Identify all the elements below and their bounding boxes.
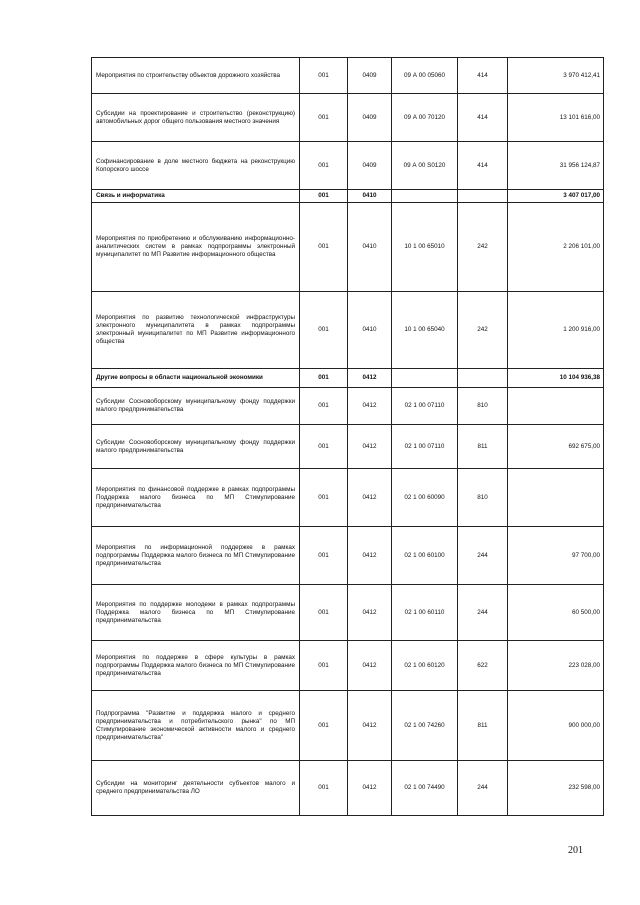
row-grbs-code: 001	[300, 94, 348, 142]
row-target-article	[392, 369, 458, 388]
table-row	[92, 292, 604, 369]
row-expense-type: 414	[458, 94, 508, 142]
row-description: Мероприятия по поддержке в сфере культуры в рамках подпрограммы Поддержка малого бизнеса по МП Стимулирование предпринимательства	[92, 641, 300, 691]
row-target-article: 02 1 00 60090	[392, 469, 458, 527]
row-expense-type	[458, 369, 508, 388]
row-grbs-code: 001	[300, 190, 348, 203]
row-description: Мероприятия по строительству объектов дорожного хозяйства	[92, 58, 300, 94]
row-amount: 31 956 124,87	[508, 142, 604, 190]
table-row	[92, 585, 604, 641]
row-expense-type: 811	[458, 425, 508, 469]
row-section-code: 0410	[348, 203, 392, 292]
row-grbs-code: 001	[300, 761, 348, 816]
row-target-article: 02 1 00 07110	[392, 425, 458, 469]
row-section-code: 0409	[348, 94, 392, 142]
row-amount: 2 206 101,00	[508, 203, 604, 292]
row-amount: 3 970 412,41	[508, 58, 604, 94]
table-row	[92, 203, 604, 292]
row-grbs-code: 001	[300, 585, 348, 641]
table-row	[92, 641, 604, 691]
row-target-article: 02 1 00 74490	[392, 761, 458, 816]
row-section-code: 0412	[348, 527, 392, 585]
row-expense-type: 622	[458, 641, 508, 691]
row-description: Мероприятия по приобретению и обслуживанию информационно-аналитических систем в рамках подпрограммы электронный муниципалитет по МП Развитие информационного общества	[92, 203, 300, 292]
row-expense-type: 811	[458, 691, 508, 761]
row-expense-type: 414	[458, 142, 508, 190]
row-target-article: 02 1 00 60120	[392, 641, 458, 691]
row-section-code: 0412	[348, 691, 392, 761]
row-section-code: 0410	[348, 190, 392, 203]
row-grbs-code: 001	[300, 203, 348, 292]
row-amount: 13 101 616,00	[508, 94, 604, 142]
row-target-article: 09 А 00 S0120	[392, 142, 458, 190]
row-amount: 60 500,00	[508, 585, 604, 641]
table-row	[92, 527, 604, 585]
row-grbs-code: 001	[300, 142, 348, 190]
row-expense-type: 242	[458, 292, 508, 369]
row-section-code: 0412	[348, 369, 392, 388]
row-target-article: 02 1 00 60100	[392, 527, 458, 585]
row-description: Мероприятия по финансовой поддержке в рамках подпрограммы Поддержка малого бизнеса по МП Стимулирование предпринимательства	[92, 469, 300, 527]
row-target-article: 09 А 00 05060	[392, 58, 458, 94]
row-section-code: 0412	[348, 761, 392, 816]
row-amount: 1 200 916,00	[508, 292, 604, 369]
row-grbs-code: 001	[300, 58, 348, 94]
row-target-article: 02 1 00 74260	[392, 691, 458, 761]
row-expense-type: 242	[458, 203, 508, 292]
table-row	[92, 691, 604, 761]
row-description: Мероприятия по информационной поддержке в рамках подпрограммы Поддержка малого бизнеса по МП Стимулирование предпринимательства	[92, 527, 300, 585]
row-target-article: 10 1 00 65010	[392, 203, 458, 292]
row-grbs-code: 001	[300, 425, 348, 469]
page-number: 201	[568, 845, 583, 856]
row-section-code: 0412	[348, 641, 392, 691]
row-description: Другие вопросы в области национальной экономики	[92, 369, 300, 388]
row-description: Связь и информатика	[92, 190, 300, 203]
table-row	[92, 58, 604, 94]
row-description: Субсидии Сосновоборскому муниципальному фонду поддержки малого предпринимательства	[92, 425, 300, 469]
row-grbs-code: 001	[300, 641, 348, 691]
row-section-code: 0409	[348, 142, 392, 190]
row-description: Мероприятия по развитию технологической инфраструктуры электронного муниципалитета в рамках подпрограммы электронный муниципалитет по МП Развитие информационного общества	[92, 292, 300, 369]
row-target-article: 02 1 00 60110	[392, 585, 458, 641]
row-expense-type: 810	[458, 388, 508, 425]
row-grbs-code: 001	[300, 527, 348, 585]
row-amount: 232 598,00	[508, 761, 604, 816]
row-expense-type	[458, 190, 508, 203]
table-row	[92, 469, 604, 527]
row-target-article: 09 А 00 70120	[392, 94, 458, 142]
row-description: Подпрограмма "Развитие и поддержка малого и среднего предпринимательства и потребительского рынка" по МП Стимулирование экономической активности малого и среднего предпринимательства"	[92, 691, 300, 761]
row-expense-type: 810	[458, 469, 508, 527]
row-section-code: 0412	[348, 585, 392, 641]
row-section-code: 0412	[348, 469, 392, 527]
budget-table-body	[92, 58, 604, 816]
row-target-article: 02 1 00 07110	[392, 388, 458, 425]
table-row	[92, 142, 604, 190]
row-description: Субсидии Сосновоборскому муниципальному фонду поддержки малого предпринимательства	[92, 388, 300, 425]
row-grbs-code: 001	[300, 369, 348, 388]
row-amount: 900 000,00	[508, 691, 604, 761]
row-description: Софинансирование в доле местного бюджета на реконструкцию Копорского шоссе	[92, 142, 300, 190]
row-description: Субсидии на проектирование и строительство (реконструкцию) автомобильных дорог общего пользования местного значения	[92, 94, 300, 142]
row-expense-type: 244	[458, 585, 508, 641]
row-amount: 692 675,00	[508, 425, 604, 469]
row-grbs-code: 001	[300, 691, 348, 761]
row-amount	[508, 388, 604, 425]
table-row	[92, 94, 604, 142]
table-row-section	[92, 190, 604, 203]
table-row	[92, 425, 604, 469]
row-target-article	[392, 190, 458, 203]
row-target-article: 10 1 00 65040	[392, 292, 458, 369]
table-row-section	[92, 369, 604, 388]
row-grbs-code: 001	[300, 469, 348, 527]
budget-table	[91, 57, 604, 816]
table-row	[92, 761, 604, 816]
row-grbs-code: 001	[300, 292, 348, 369]
row-section-code: 0412	[348, 388, 392, 425]
row-description: Субсидии на мониторинг деятельности субъектов малого и среднего предпринимательства ЛО	[92, 761, 300, 816]
row-expense-type: 414	[458, 58, 508, 94]
row-amount: 3 407 017,00	[508, 190, 604, 203]
row-section-code: 0412	[348, 425, 392, 469]
row-amount: 97 700,00	[508, 527, 604, 585]
row-section-code: 0409	[348, 58, 392, 94]
row-expense-type: 244	[458, 527, 508, 585]
row-amount: 10 104 936,38	[508, 369, 604, 388]
row-grbs-code: 001	[300, 388, 348, 425]
row-description: Мероприятия по поддержке молодежи в рамках подпрограммы Поддержка малого бизнеса по МП Стимулирование предпринимательства	[92, 585, 300, 641]
row-expense-type: 244	[458, 761, 508, 816]
table-row	[92, 388, 604, 425]
row-amount: 223 028,00	[508, 641, 604, 691]
row-section-code: 0410	[348, 292, 392, 369]
row-amount	[508, 469, 604, 527]
